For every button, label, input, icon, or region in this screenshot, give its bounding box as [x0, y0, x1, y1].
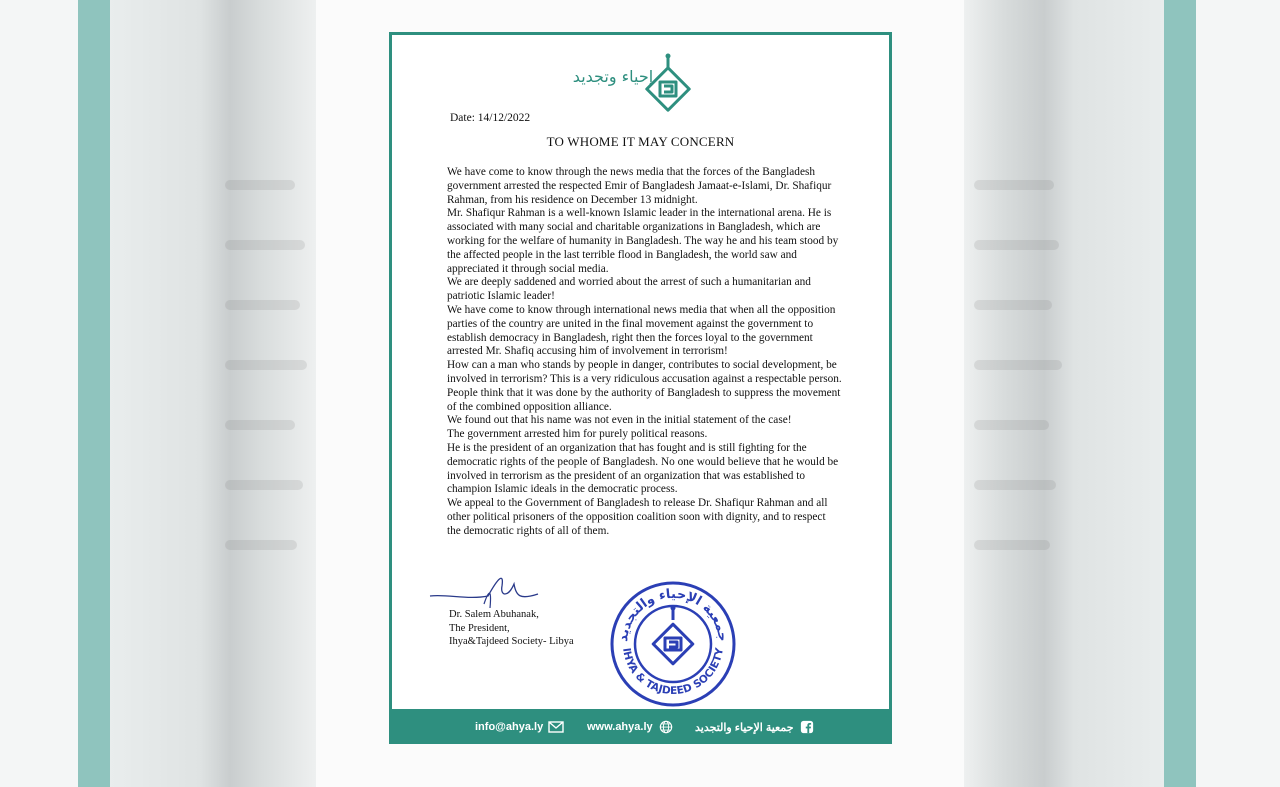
handwritten-signature: [428, 566, 548, 614]
letter-footer: [389, 709, 892, 744]
facebook-icon: [799, 720, 815, 734]
envelope-icon: [548, 720, 564, 734]
letter-body: [447, 166, 842, 539]
body-paragraph: People think that it was done by the authority of Bangladesh to suppress the movement of the combined opposition alliance.: [447, 386, 841, 413]
logo-arabic-wordmark: إحياء وتجديد: [572, 67, 654, 86]
signatory-title: The President,: [449, 622, 510, 634]
blurred-background-right: [964, 0, 1280, 787]
svg-text:IHYA & TAJDEED SOCIETY: IHYA & TAJDEED SOCIETY: [620, 646, 726, 698]
body-paragraph: We are deeply saddened and worried about the arrest of such a humanitarian and patriotic Islamic leader!: [447, 276, 811, 303]
body-paragraph: Mr. Shafiqur Rahman is a well-known Islamic leader in the international arena. He is associated with many social and charitable organizations in Bangladesh, which are working for the welfare of humanity in Bangladesh. The way he and his team stood by the affected people in the last terrible flood in Bangladesh, the world saw and appreciated it through social media.: [447, 207, 839, 275]
organization-seal-stamp: [609, 580, 737, 708]
ihya-tajdeed-logo-icon: [572, 52, 695, 118]
organization-logo: [572, 52, 695, 118]
letter-date: Date: 14/12/2022: [450, 112, 531, 124]
footer-facebook[interactable]: [695, 717, 815, 737]
globe-icon: [658, 720, 674, 734]
body-paragraph: We found out that his name was not even in the initial statement of the case!: [447, 414, 792, 427]
signatory-block: [449, 608, 574, 649]
body-paragraph: We have come to know through international news media that when all the opposition parties of the country are united in the final movement against the government to establish democracy in Bangladesh, right then the forces loyal to the government arrested Mr. Shafiq accusing him of involvement in terrorism!: [447, 303, 836, 358]
footer-website-text: www.ahya.ly: [587, 721, 653, 733]
body-paragraph: We have come to know through the news media that the forces of the Bangladesh government arrested the respected Emir of Bangladesh Jamaat-e-Islami, Dr. Shafiqur Rahman, from his residence on December 13 midnight.: [447, 166, 832, 206]
footer-email[interactable]: [475, 717, 564, 737]
body-paragraph: The government arrested him for purely political reasons.: [447, 428, 708, 441]
signatory-name: Dr. Salem Abuhanak,: [449, 609, 539, 620]
footer-facebook-text: جمعية الإحياء والتجديد: [695, 721, 794, 734]
body-paragraph: How can a man who stands by people in danger, contributes to social development, be involved in terrorism? This is a very ridiculous accusation against a respectable person.: [447, 359, 842, 385]
svg-text:جمعية الإحياء والتجديد: جمعية الإحياء والتجديد: [615, 586, 731, 643]
footer-email-text: info@ahya.ly: [475, 721, 544, 733]
letter-heading: TO WHOME IT MAY CONCERN: [546, 134, 735, 149]
footer-website[interactable]: [587, 717, 674, 737]
body-paragraph: We appeal to the Government of Bangladesh to release Dr. Shafiqur Rahman and all other political prisoners of the opposition coalition soon with dignity, and to respect the democratic rights of all of them.: [447, 497, 828, 537]
signatory-organization: Ihya&Tajdeed Society- Libya: [449, 636, 574, 647]
body-paragraph: He is the president of an organization that has fought and is still fighting for the democratic rights of the people of Bangladesh. No one would believe that he would be involved in terrorism as the president of an organization that was established to champion Islamic ideals in the democratic process.: [447, 441, 839, 496]
blurred-background-left: [0, 0, 316, 787]
